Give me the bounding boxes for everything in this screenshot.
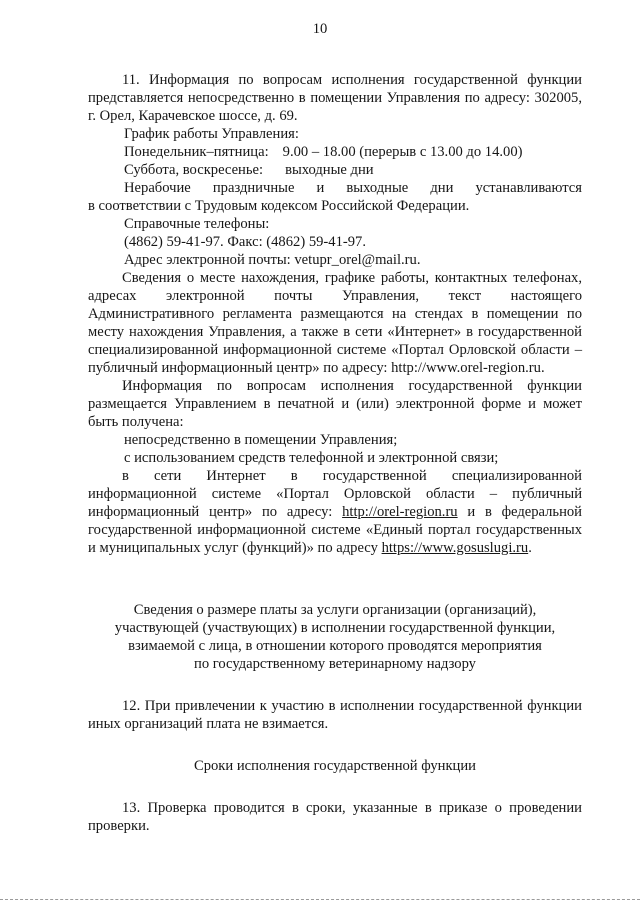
spacer: [88, 775, 582, 799]
info-item-premises: непосредственно в помещении Управления;: [124, 432, 398, 448]
nonwork-days-line1: Нерабочие праздничные и выходные дни устанавливаются: [124, 180, 582, 196]
internet-text-1: в сети Интернет в государственной специализированной информационной системе «Портал Орловской области – публичный информационный центр» по адресу:: [88, 468, 582, 520]
weekdays-time: 9.00 – 18.00 (перерыв с 13.00 до 14.00): [282, 144, 523, 160]
weekend-value: выходные дни: [285, 162, 374, 178]
section-13-paragraph: 13. Проверка проводится в сроки, указанные в приказе о проведении проверки.: [88, 800, 582, 834]
section-11-paragraph: 11. Информация по вопросам исполнения государственной функции представляется непосредственно в помещении Управления по адресу: 302005, г. Орел, Карачевское шоссе, д. 69.: [88, 72, 582, 124]
fee-heading-line: взимаемой с лица, в отношении которого проводятся мероприятия: [128, 638, 542, 654]
placement-paragraph: Сведения о месте нахождения, графике работы, контактных телефонах, адресах электронной почты Управления, текст настоящего Административного регламента размещаются на стендах в помещении по месту нахождения Управления, а также в сети «Интернет» в государственной специализированной информационной системе «Портал Орловской области – публичный информационный центр» по адресу: http://www.orel-region.ru.: [88, 270, 582, 376]
schedule-title: График работы Управления:: [124, 126, 299, 142]
email-line: Адрес электронной почты: vetupr_orel@mail.ru.: [124, 252, 421, 268]
fee-heading-line: Сведения о размере платы за услуги организации (организаций),: [133, 602, 537, 618]
terms-heading: Сроки исполнения государственной функции: [193, 758, 476, 774]
scan-edge-line: [0, 899, 640, 902]
spacer: [88, 733, 582, 757]
fee-heading-line: участвующей (участвующих) в исполнении государственной функции,: [114, 620, 556, 636]
fee-heading: [88, 601, 582, 673]
schedule-weekend: [88, 161, 582, 179]
internet-text-end: .: [528, 540, 532, 556]
info-paragraph: Информация по вопросам исполнения государственной функции размещается Управлением в печатной и (или) электронной форме и может быть получена:: [88, 378, 582, 430]
weekend-label: Суббота, воскресенье:: [124, 162, 264, 178]
weekdays-label: Понедельник–пятница:: [124, 144, 269, 160]
schedule-weekdays: [88, 143, 582, 161]
fee-heading-line: по государственному ветеринарному надзору: [194, 656, 476, 672]
spacer: [88, 673, 582, 697]
orel-region-link[interactable]: http://orel-region.ru: [342, 504, 458, 520]
phones-value: (4862) 59-41-97. Факс: (4862) 59-41-97.: [124, 234, 366, 250]
info-item-internet: [88, 467, 582, 557]
section-12-paragraph: 12. При привлечении к участию в исполнении государственной функции иных организаций плата не взимается.: [88, 698, 582, 732]
internet-text-2: и в федеральной государственной информационной системе «Единый портал государственных и муниципальных услуг (функций)» по адресу: [88, 504, 582, 556]
info-item-phone: с использованием средств телефонной и электронной связи;: [124, 450, 499, 466]
phones-title: Справочные телефоны:: [124, 216, 270, 232]
document-body: [88, 71, 582, 835]
page-number: 10: [312, 21, 328, 37]
gosuslugi-link[interactable]: https://www.gosuslugi.ru: [381, 540, 529, 556]
nonwork-days-line2: в соответствии с Трудовым кодексом Российской Федерации.: [88, 198, 470, 214]
spacer: [88, 557, 582, 601]
